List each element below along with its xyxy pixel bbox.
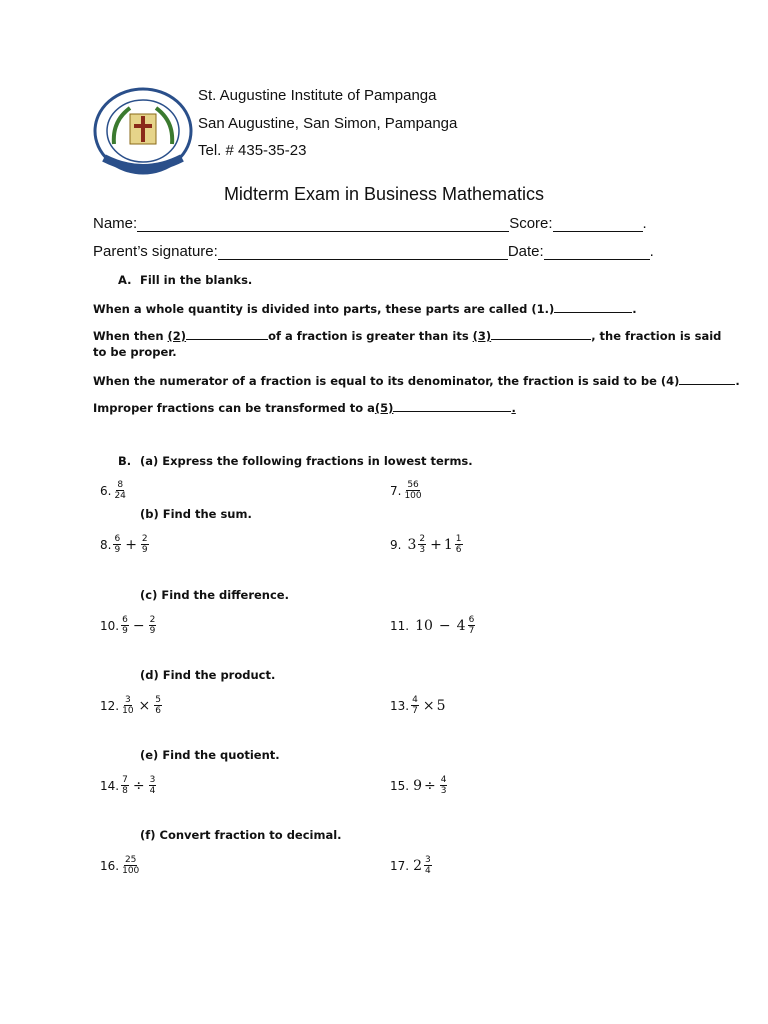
answer-2-blank[interactable]	[186, 327, 268, 340]
section-f-decimal: (f) Convert fraction to decimal.	[140, 828, 342, 842]
item-9-number: 9.	[390, 537, 402, 552]
numerator: 4	[412, 695, 418, 705]
divide-operator: ÷	[424, 777, 436, 794]
numerator: 3	[124, 695, 131, 705]
item-6-number: 6.	[100, 483, 112, 498]
item-12-fraction-2	[154, 695, 162, 716]
section-d-product: (d) Find the product.	[140, 668, 276, 682]
item-7-fraction	[403, 480, 422, 501]
item-15	[390, 775, 449, 796]
item-16-fraction	[121, 855, 140, 876]
denominator: 4	[149, 786, 156, 796]
date-colon: :	[539, 243, 544, 260]
school-logo	[92, 86, 194, 176]
question-2-continued: to be proper.	[93, 345, 177, 359]
item-8	[100, 534, 151, 555]
score-label: Score	[509, 215, 549, 232]
question-2-3	[93, 327, 721, 343]
minus-operator: −	[438, 617, 451, 634]
times-operator: ×	[422, 697, 435, 714]
page-title: Midterm Exam in Business Mathematics	[223, 184, 545, 204]
numerator: 6	[114, 534, 121, 544]
school-address: San Augustine, San Simon, Pampanga	[198, 115, 458, 132]
answer-5-number: (5)	[374, 401, 394, 415]
denominator: 6	[155, 706, 162, 716]
part-a-heading: Fill in the blanks.	[140, 273, 253, 287]
question-4-period: .	[735, 374, 740, 388]
question-4	[93, 372, 740, 388]
plus-operator: +	[430, 536, 442, 553]
item-16	[100, 855, 142, 876]
numerator: 6	[122, 615, 128, 625]
answer-3-number: (3)	[472, 329, 492, 343]
school-seal-icon	[92, 86, 194, 176]
answer-2-number: (2)	[167, 329, 187, 343]
item-10	[100, 615, 158, 636]
numerator: 7	[122, 775, 128, 785]
part-b-heading: (a) Express the following fractions in lowest terms.	[140, 454, 473, 468]
numerator: 5	[155, 695, 162, 705]
numerator: 2	[149, 615, 156, 625]
whole-number: 9	[413, 777, 423, 794]
divide-operator: ÷	[132, 777, 145, 794]
item-12-fraction-1	[121, 695, 134, 716]
denominator: 9	[141, 545, 148, 555]
item-17-number: 17.	[390, 858, 410, 873]
question-1-text: When a whole quantity is divided into parts, these parts are called (1.)	[93, 302, 555, 316]
signature-date-row	[93, 243, 654, 260]
name-score-row	[93, 215, 647, 232]
question-2-post: , the fraction is said	[591, 329, 722, 343]
item-9	[390, 534, 465, 555]
section-e-quotient: (e) Find the quotient.	[140, 748, 280, 762]
numerator: 6	[468, 615, 475, 625]
denominator: 3	[440, 786, 447, 796]
item-8-fraction-2	[141, 534, 149, 555]
numerator: 4	[440, 775, 447, 785]
numerator: 2	[141, 534, 148, 544]
numerator: 56	[407, 480, 419, 490]
item-12-number: 12.	[100, 698, 120, 713]
item-13-fraction	[411, 695, 419, 716]
numerator: 3	[149, 775, 156, 785]
item-15-number: 15.	[390, 778, 410, 793]
item-9-fraction-1	[418, 534, 426, 555]
item-15-fraction	[440, 775, 448, 796]
whole-number: 4	[456, 617, 466, 634]
item-7-number: 7.	[390, 483, 402, 498]
part-b-label: B.	[118, 454, 132, 468]
school-name: St. Augustine Institute of Pampanga	[198, 87, 437, 104]
denominator: 9	[149, 626, 156, 636]
item-14-fraction-1	[121, 775, 129, 796]
item-11	[390, 615, 477, 636]
denominator: 7	[412, 706, 418, 716]
part-a-label: A.	[118, 273, 132, 287]
item-13-number: 13.	[390, 698, 410, 713]
question-2-mid: of a fraction is greater than its	[268, 329, 473, 343]
name-label: Name	[93, 215, 134, 232]
item-9-fraction-2	[455, 534, 463, 555]
section-c-difference: (c) Find the difference.	[140, 588, 289, 602]
date-period: .	[649, 243, 654, 260]
parent-signature-field[interactable]	[218, 245, 508, 260]
item-17	[390, 855, 434, 876]
denominator: 10	[122, 706, 134, 716]
score-field[interactable]	[553, 217, 643, 232]
times-operator: ×	[138, 697, 151, 714]
whole-number: 3	[407, 536, 417, 553]
denominator: 100	[122, 866, 140, 876]
item-6	[100, 480, 129, 501]
item-7	[390, 480, 425, 501]
numerator: 25	[124, 855, 137, 865]
score-colon: :	[548, 215, 553, 232]
whole-number: 1	[443, 536, 453, 553]
item-11-fraction	[468, 615, 476, 636]
denominator: 100	[404, 491, 422, 501]
item-12	[100, 695, 164, 716]
item-14	[100, 775, 158, 796]
denominator: 8	[122, 786, 128, 796]
school-telephone: Tel. # 435-35-23	[198, 142, 307, 159]
numerator: 1	[455, 534, 462, 544]
section-b-sum: (b) Find the sum.	[140, 507, 252, 521]
item-6-fraction	[113, 480, 126, 501]
item-17-fraction	[424, 855, 432, 876]
question-4-text: When the numerator of a fraction is equal to its denominator, the fraction is said to be (4)	[93, 374, 680, 388]
item-8-fraction-1	[113, 534, 121, 555]
answer-5-blank[interactable]	[393, 399, 511, 412]
answer-1-blank[interactable]	[554, 300, 632, 313]
question-1-period: .	[632, 302, 637, 316]
name-colon: :	[133, 215, 138, 232]
item-13	[390, 695, 445, 716]
question-5-period: .	[511, 401, 516, 415]
denominator: 6	[455, 545, 462, 555]
question-5	[93, 399, 516, 415]
date-label: Date	[507, 243, 540, 260]
question-1	[93, 300, 637, 316]
numerator: 8	[117, 480, 124, 490]
denominator: 4	[425, 866, 431, 876]
denominator: 24	[114, 491, 126, 501]
answer-3-blank[interactable]	[491, 327, 591, 340]
plus-operator: +	[125, 536, 137, 553]
answer-4-blank[interactable]	[679, 372, 735, 385]
denominator: 9	[122, 626, 128, 636]
whole-number: 2	[413, 857, 423, 874]
item-14-fraction-2	[149, 775, 157, 796]
date-field[interactable]	[544, 245, 650, 260]
parent-signature-label: Parent’s signature:	[93, 243, 218, 260]
denominator: 9	[114, 545, 121, 555]
numerator: 3	[425, 855, 431, 865]
question-2-text: When then	[93, 329, 168, 343]
item-14-number: 14.	[100, 778, 120, 793]
whole-number: 5	[436, 697, 446, 714]
item-10-fraction-1	[121, 615, 129, 636]
denominator: 7	[468, 626, 475, 636]
name-field[interactable]	[137, 217, 509, 232]
item-8-number: 8.	[100, 537, 112, 552]
item-10-fraction-2	[149, 615, 157, 636]
item-16-number: 16.	[100, 858, 120, 873]
item-11-number: 11.	[390, 618, 410, 633]
denominator: 3	[419, 545, 426, 555]
score-period: .	[642, 215, 647, 232]
numerator: 2	[419, 534, 426, 544]
item-10-number: 10.	[100, 618, 120, 633]
minus-operator: −	[132, 617, 145, 634]
question-5-text: Improper fractions can be transformed to a	[93, 401, 375, 415]
whole-number: 10	[415, 617, 433, 634]
